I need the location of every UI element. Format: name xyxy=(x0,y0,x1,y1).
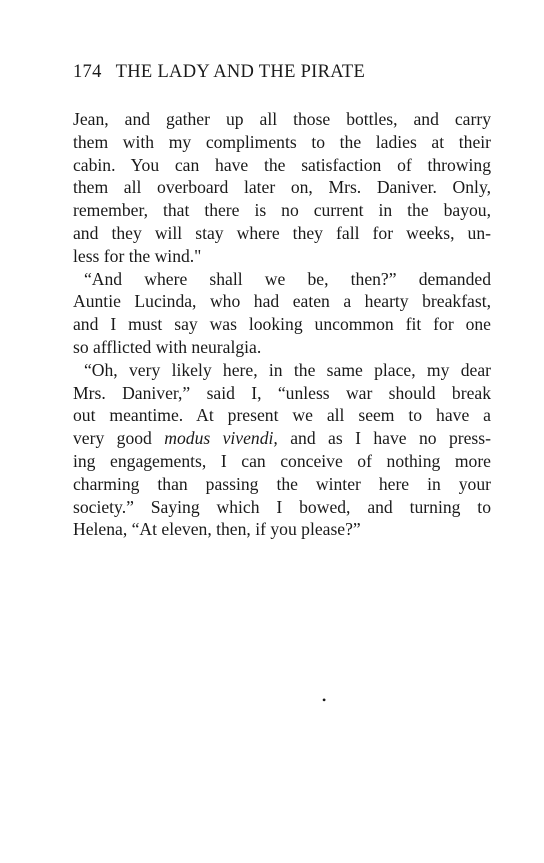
text-line: and I must say was looking uncommon fit for one xyxy=(73,314,491,335)
text-line: charming than passing the winter here in your xyxy=(73,473,491,494)
text-line: so afflicted with neuralgia. xyxy=(73,336,262,357)
text-line: them with my compliments to the ladies at their xyxy=(73,131,491,152)
text-line: Auntie Lucinda, who had eaten a hearty breakfast, xyxy=(73,291,491,312)
text-line: remember, that there is no current in the bayou, xyxy=(73,200,491,221)
text-line: society.” Saying which I bowed, and turning to xyxy=(73,496,491,517)
text-line: less for the wind." xyxy=(73,245,202,266)
text-line: cabin. You can have the satisfaction of throwing xyxy=(73,154,491,175)
text-line: “Oh, very likely here, in the same place, my dear xyxy=(84,359,491,380)
text-line: ing engagements, I can conceive of nothing more xyxy=(73,450,491,471)
text-line: Mrs. Daniver,” said I, “unless war should break xyxy=(73,382,491,403)
body-text xyxy=(73,108,491,541)
text-line: them all overboard later on, Mrs. Daniver. Only, xyxy=(73,177,491,198)
ornament-mark: • xyxy=(322,693,327,707)
text-line: “And where shall we be, then?” demanded xyxy=(84,268,491,289)
text-line: Helena, “At eleven, then, if you please?” xyxy=(73,519,361,540)
running-head xyxy=(73,62,365,83)
text-line: Jean, and gather up all those bottles, and carry xyxy=(73,109,491,129)
running-title: THE LADY AND THE PIRATE xyxy=(115,62,366,82)
text-line: very good modus vivendi, and as I have no press- xyxy=(73,428,491,449)
page-number: 174 xyxy=(73,62,102,82)
text-line: out meantime. At present we all seem to have a xyxy=(73,405,491,426)
text-line: and they will stay where they fall for weeks, un- xyxy=(73,222,491,243)
italic-phrase: modus vivendi, xyxy=(164,428,278,449)
